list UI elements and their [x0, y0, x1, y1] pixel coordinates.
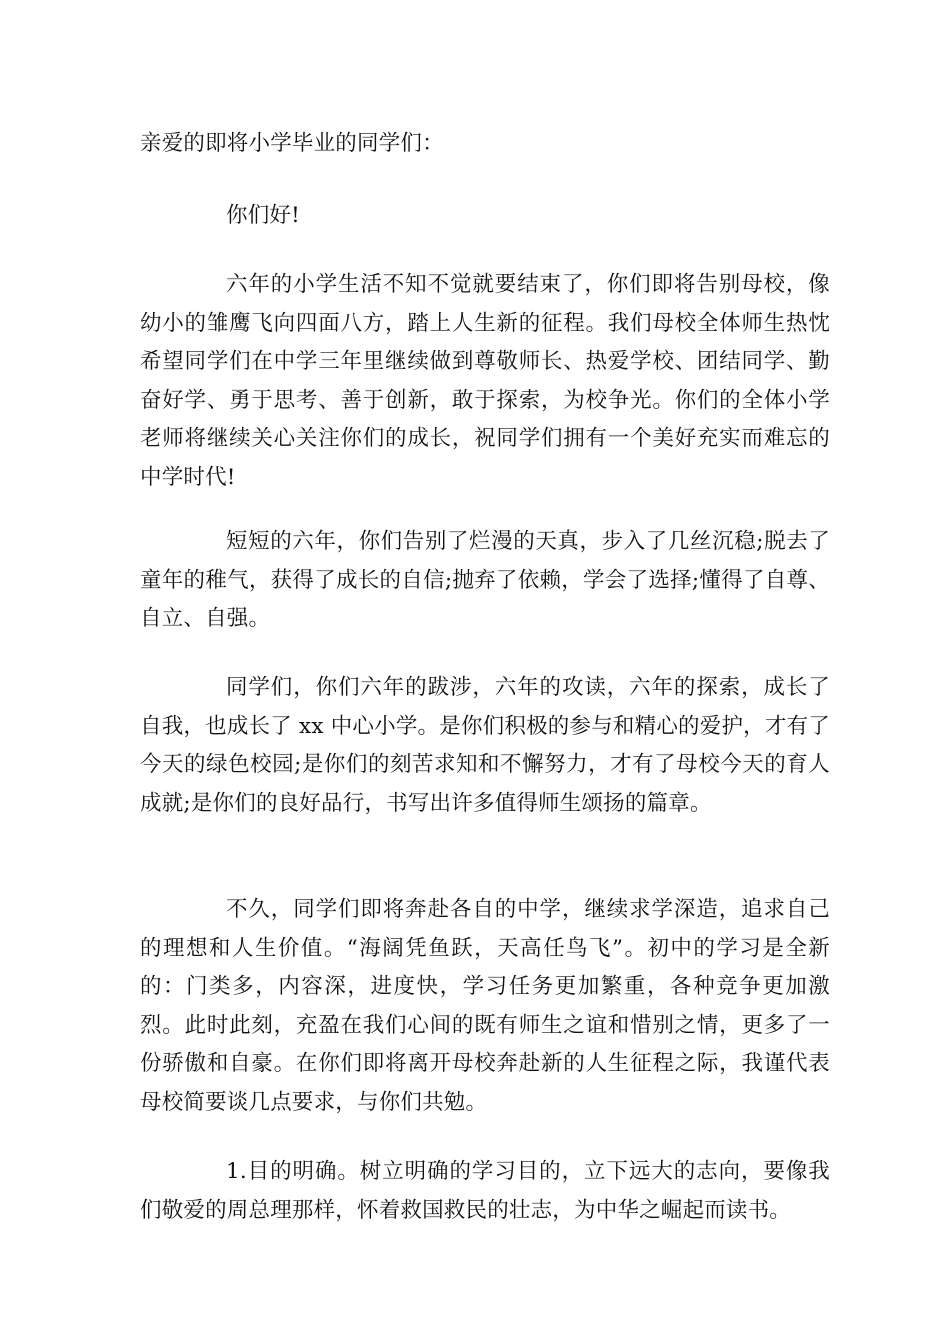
- salutation-line: 亲爱的即将小学毕业的同学们：: [140, 131, 444, 156]
- paragraph-4: 不久，同学们即将奔赴各自的中学，继续求学深造，追求自己的理想和人生价值。“海阔凭鱼跃，天高任鸟飞”。初中的学习是全新的：门类多，内容深，进度快，学习任务更加繁重，各种竞争更加激烈。此时此刻，充盈在我们心间的既有师生之谊和惜别之情，更多了一份骄傲和自豪。在你们即将离开母校奔赴新的人生征程之际，我谨代表母校简要谈几点要求，与你们共勉。: [140, 897, 830, 1115]
- paragraph-1: 六年的小学生活不知不觉就要结束了，你们即将告别母校，像幼小的雏鹰飞向四面八方，踏上人生新的征程。我们母校全体师生热忱希望同学们在中学三年里继续做到尊敬师长、热爱学校、团结同学、勤奋好学、勇于思考、善于创新，敢于探索，为校争光。你们的全体小学老师将继续关心关注你们的成长，祝同学们拥有一个美好充实而难忘的中学时代!: [140, 272, 830, 490]
- paragraph-5: 1.目的明确。树立明确的学习目的，立下远大的志向，要像我们敬爱的周总理那样，怀着救国救民的壮志，为中华之崛起而读书。: [140, 1159, 830, 1223]
- paragraph-3: 同学们，你们六年的跋涉，六年的攻读，六年的探索，成长了自我，也成长了 xx 中心小学。是你们积极的参与和精心的爱护，才有了今天的绿色校园;是你们的刻苦求知和不懈努力，才有了母校今天的育人成就;是你们的良好品行，书写出许多值得师生颂扬的篇章。: [140, 675, 830, 816]
- greeting-line: 你们好!: [226, 203, 300, 228]
- paragraph-2: 短短的六年，你们告别了烂漫的天真，步入了几丝沉稳;脱去了童年的稚气，获得了成长的自信;抛弃了依赖，学会了选择;懂得了自尊、自立、自强。: [140, 529, 830, 631]
